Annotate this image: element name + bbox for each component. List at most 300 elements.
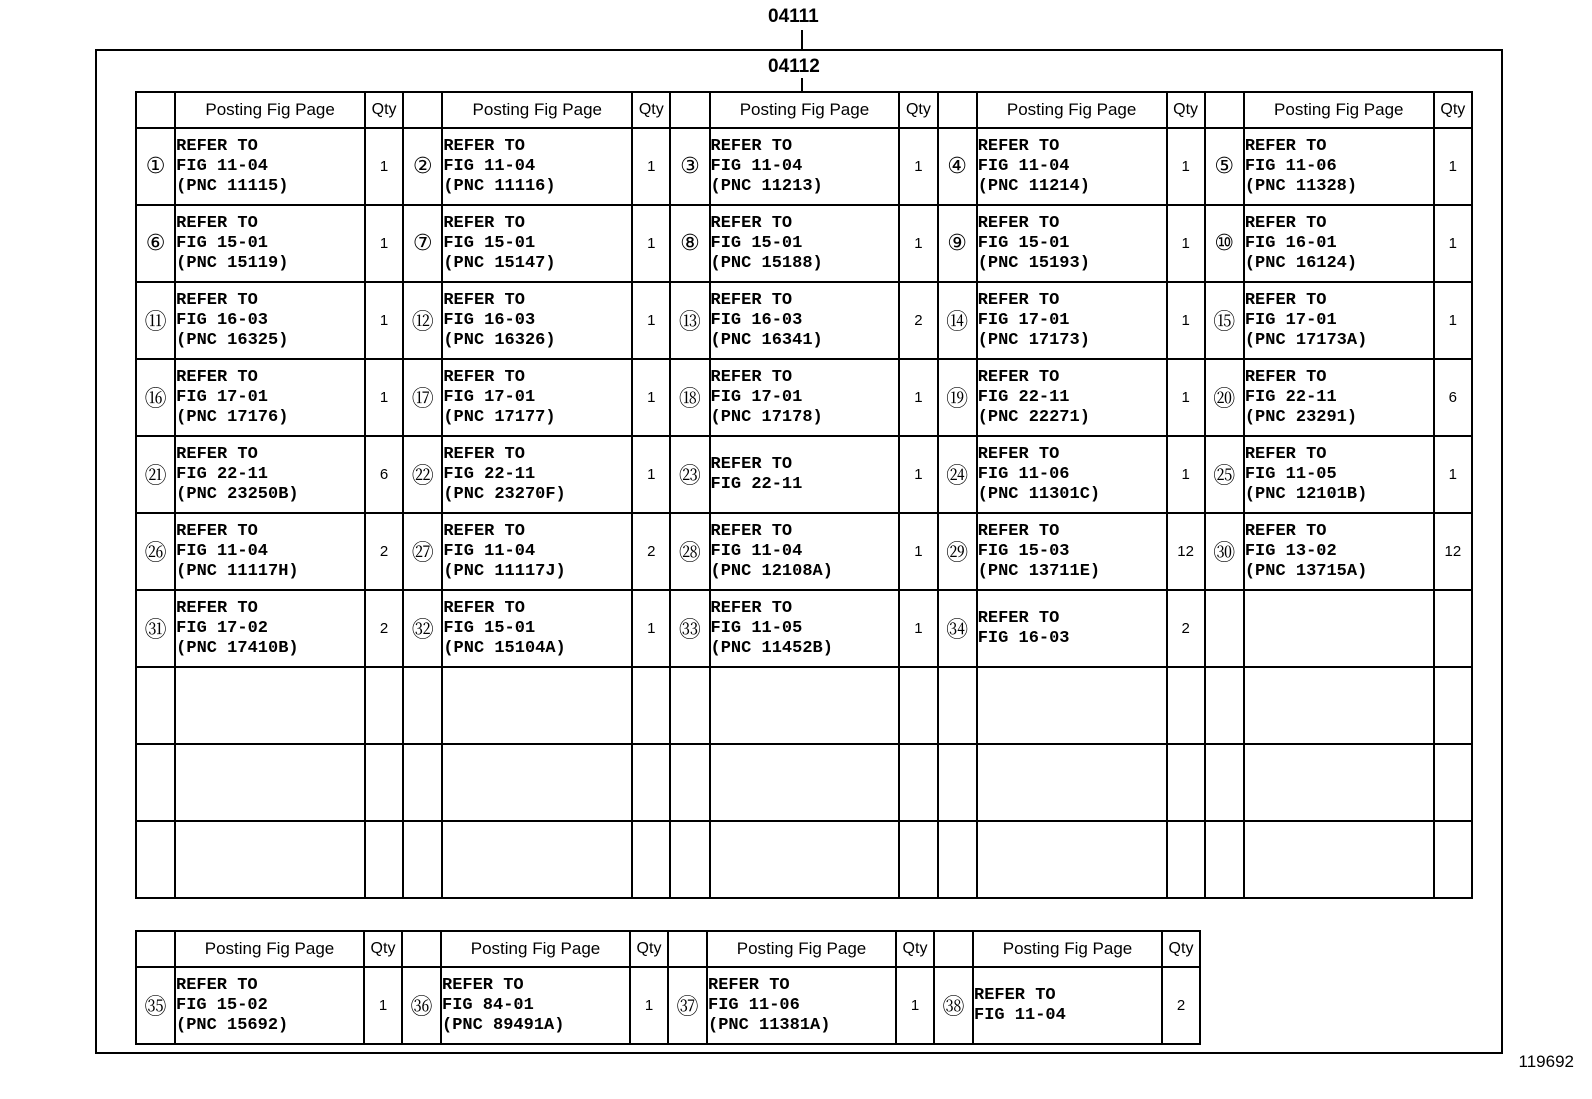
reference-line-3: (PNC 23270F) (443, 484, 566, 504)
table-row (136, 282, 1472, 359)
empty-cell (670, 821, 709, 898)
empty-cell (175, 744, 365, 821)
reference-line-3: (PNC 16325) (176, 330, 289, 350)
reference-line-3: (PNC 13715A) (1244, 561, 1368, 581)
reference-line-2: FIG 11-04 (443, 541, 536, 561)
reference-text (442, 282, 632, 359)
reference-line-2: FIG 17-01 (443, 387, 536, 407)
reference-line-3: (PNC 23250B) (176, 484, 299, 504)
header-posting: Posting Fig Page (973, 931, 1162, 967)
callout-number: ㉑ (136, 436, 175, 513)
empty-cell (1244, 667, 1434, 744)
header-qty: Qty (899, 92, 937, 128)
callout-number: ⑰ (403, 359, 442, 436)
empty-cell (670, 667, 709, 744)
header-posting: Posting Fig Page (1244, 92, 1434, 128)
quantity: 6 (365, 436, 403, 513)
empty-cell (365, 744, 403, 821)
reference-line-2: FIG 11-04 (977, 156, 1070, 176)
header-num-cell (136, 92, 175, 128)
quantity: 1 (1434, 128, 1472, 205)
reference-line-3: (PNC 17177) (443, 407, 556, 427)
reference-text (442, 590, 632, 667)
empty-cell (632, 744, 670, 821)
reference-line-3: (PNC 17178) (710, 407, 823, 427)
empty-cell (1244, 744, 1434, 821)
quantity (1434, 590, 1472, 667)
empty-cell (136, 821, 175, 898)
reference-line-2: FIG 15-03 (977, 541, 1070, 561)
quantity: 1 (1167, 282, 1205, 359)
reference-line-2: FIG 17-02 (176, 618, 268, 638)
reference-line-2: FIG 16-03 (977, 628, 1070, 648)
reference-text (442, 359, 632, 436)
reference-line-2: FIG 16-03 (710, 310, 803, 330)
quantity: 1 (899, 128, 937, 205)
callout-number: ⑥ (136, 205, 175, 282)
quantity: 1 (1434, 436, 1472, 513)
reference-line-3: (PNC 16124) (1244, 253, 1358, 273)
reference-text (442, 436, 632, 513)
empty-cell (1434, 667, 1472, 744)
empty-cell (1434, 821, 1472, 898)
quantity: 1 (1167, 359, 1205, 436)
quantity: 1 (364, 967, 402, 1044)
reference-line-2: FIG 17-01 (710, 387, 803, 407)
reference-line-1: REFER TO (710, 290, 793, 310)
reference-text (175, 590, 365, 667)
empty-cell (977, 821, 1167, 898)
figure-id: 119692 (1518, 1052, 1574, 1071)
reference-line-2: FIG 11-06 (1244, 156, 1337, 176)
reference-line-3: (PNC 15147) (443, 253, 556, 273)
reference-line-3: (PNC 13711E) (977, 561, 1101, 581)
reference-line-1: REFER TO (443, 136, 525, 156)
main-table-body (136, 92, 1472, 898)
header-num-cell (403, 92, 442, 128)
header-posting: Posting Fig Page (175, 931, 364, 967)
reference-text (441, 967, 630, 1044)
reference-line-3: (PNC 11452B) (710, 638, 833, 658)
empty-cell (175, 667, 365, 744)
empty-cell (136, 744, 175, 821)
reference-line-1: REFER TO (977, 521, 1060, 541)
empty-cell (403, 744, 442, 821)
callout-number: ㉕ (1205, 436, 1244, 513)
empty-cell (1167, 744, 1205, 821)
empty-row (136, 821, 1472, 898)
reference-text (175, 513, 365, 590)
reference-text (710, 513, 900, 590)
callout-number: ⑦ (403, 205, 442, 282)
reference-line-2: FIG 22-11 (977, 387, 1070, 407)
quantity: 1 (365, 205, 403, 282)
quantity: 1 (899, 513, 937, 590)
header-posting: Posting Fig Page (707, 931, 896, 967)
reference-line-3: (PNC 17173) (977, 330, 1090, 350)
quantity: 12 (1167, 513, 1205, 590)
reference-line-2: FIG 15-01 (977, 233, 1070, 253)
reference-line-2: FIG 84-01 (442, 995, 534, 1015)
part-number-04111: 04111 (768, 6, 819, 27)
reference-text (175, 436, 365, 513)
reference-line-1: REFER TO (176, 444, 258, 464)
reference-text (442, 128, 632, 205)
empty-cell (365, 821, 403, 898)
quantity: 1 (630, 967, 668, 1044)
reference-line-1: REFER TO (1244, 136, 1327, 156)
table-row (136, 590, 1472, 667)
table-row (136, 205, 1472, 282)
callout-number: ⑭ (938, 282, 977, 359)
reference-line-2: FIG 15-01 (710, 233, 803, 253)
header-num-cell (938, 92, 977, 128)
empty-cell (1434, 744, 1472, 821)
quantity: 2 (632, 513, 670, 590)
reference-text (1244, 590, 1434, 667)
table-row (136, 128, 1472, 205)
reference-line-1: REFER TO (977, 290, 1060, 310)
reference-line-1: REFER TO (443, 598, 525, 618)
table-row (136, 967, 1200, 1044)
quantity: 1 (365, 359, 403, 436)
empty-cell (938, 667, 977, 744)
reference-line-2: FIG 11-06 (708, 995, 800, 1015)
empty-cell (365, 667, 403, 744)
reference-line-1: REFER TO (176, 213, 258, 233)
reference-text (977, 359, 1167, 436)
reference-line-1: REFER TO (1244, 521, 1327, 541)
reference-line-1: REFER TO (977, 136, 1060, 156)
quantity: 1 (899, 436, 937, 513)
empty-cell (632, 667, 670, 744)
reference-line-2: FIG 11-04 (710, 156, 803, 176)
reference-line-3: (PNC 17173A) (1244, 330, 1368, 350)
reference-line-3: (PNC 15692) (176, 1015, 289, 1035)
reference-text (977, 282, 1167, 359)
reference-line-1: REFER TO (977, 213, 1060, 233)
reference-line-2: FIG 17-01 (977, 310, 1070, 330)
quantity: 1 (1434, 282, 1472, 359)
reference-text (1244, 128, 1434, 205)
quantity: 1 (365, 128, 403, 205)
reference-line-3: (PNC 17410B) (176, 638, 299, 658)
reference-line-3: (PNC 23291) (1244, 407, 1358, 427)
reference-text (1244, 513, 1434, 590)
reference-text (977, 436, 1167, 513)
quantity: 1 (1167, 205, 1205, 282)
reference-text (710, 282, 900, 359)
reference-line-1: REFER TO (710, 213, 793, 233)
main-reference-table (135, 91, 1473, 899)
bottom-table-body (136, 931, 1200, 1044)
reference-line-1: REFER TO (1244, 213, 1327, 233)
empty-cell (977, 744, 1167, 821)
quantity: 1 (632, 359, 670, 436)
reference-text (977, 205, 1167, 282)
reference-text (442, 513, 632, 590)
quantity: 6 (1434, 359, 1472, 436)
reference-line-2: FIG 11-06 (977, 464, 1070, 484)
callout-number: ㉙ (938, 513, 977, 590)
empty-cell (710, 667, 900, 744)
reference-line-2: FIG 11-04 (176, 541, 268, 561)
empty-cell (403, 821, 442, 898)
header-num-cell (1205, 92, 1244, 128)
empty-row (136, 744, 1472, 821)
callout-number: ⑬ (670, 282, 709, 359)
reference-line-2: FIG 13-02 (1244, 541, 1337, 561)
empty-cell (632, 821, 670, 898)
reference-text (175, 128, 365, 205)
quantity: 1 (899, 590, 937, 667)
reference-line-1: REFER TO (443, 367, 525, 387)
reference-line-2: FIG 17-01 (176, 387, 268, 407)
reference-text (175, 359, 365, 436)
empty-cell (1205, 667, 1244, 744)
quantity: 1 (632, 590, 670, 667)
reference-line-2: FIG 16-03 (176, 310, 268, 330)
callout-number: ⑨ (938, 205, 977, 282)
callout-number: ㉗ (403, 513, 442, 590)
reference-text (1244, 436, 1434, 513)
empty-cell (977, 667, 1167, 744)
reference-line-2: FIG 15-02 (176, 995, 268, 1015)
callout-number: ⑩ (1205, 205, 1244, 282)
header-qty: Qty (1162, 931, 1200, 967)
empty-cell (1205, 821, 1244, 898)
empty-cell (442, 744, 632, 821)
reference-text (175, 205, 365, 282)
reference-line-1: REFER TO (443, 444, 525, 464)
callout-number: ㉟ (136, 967, 175, 1044)
reference-line-3: (PNC 16341) (710, 330, 823, 350)
empty-cell (442, 821, 632, 898)
reference-line-3: (PNC 15119) (176, 253, 289, 273)
quantity: 1 (1167, 436, 1205, 513)
reference-text (1244, 205, 1434, 282)
reference-line-3: (PNC 89491A) (442, 1015, 565, 1035)
reference-line-3: (PNC 11214) (977, 176, 1090, 196)
table-row (136, 359, 1472, 436)
reference-line-3: (PNC 16326) (443, 330, 556, 350)
reference-line-3: (PNC 11301C) (977, 484, 1101, 504)
reference-line-3: (PNC 11213) (710, 176, 823, 196)
reference-text (710, 436, 900, 513)
callout-number: ⑱ (670, 359, 709, 436)
quantity: 1 (365, 282, 403, 359)
empty-cell (938, 821, 977, 898)
reference-line-1: REFER TO (710, 454, 793, 474)
empty-cell (899, 744, 937, 821)
callout-number: ① (136, 128, 175, 205)
reference-line-2: FIG 16-01 (1244, 233, 1337, 253)
header-posting: Posting Fig Page (977, 92, 1167, 128)
reference-line-3: (PNC 12108A) (710, 561, 833, 581)
reference-line-3: (PNC 15193) (977, 253, 1090, 273)
quantity: 2 (899, 282, 937, 359)
reference-text (175, 967, 364, 1044)
callout-number: ㉞ (938, 590, 977, 667)
quantity: 1 (896, 967, 934, 1044)
reference-line-2: FIG 15-01 (443, 233, 536, 253)
reference-line-1: REFER TO (1244, 367, 1327, 387)
reference-line-1: REFER TO (176, 975, 258, 995)
callout-number: ② (403, 128, 442, 205)
callout-number: ㉒ (403, 436, 442, 513)
reference-line-1: REFER TO (974, 985, 1056, 1005)
header-qty: Qty (365, 92, 403, 128)
reference-line-2: FIG 11-04 (710, 541, 803, 561)
reference-text (175, 282, 365, 359)
reference-line-2: FIG 22-11 (1244, 387, 1337, 407)
reference-line-3: (PNC 11115) (176, 176, 289, 196)
header-row (136, 931, 1200, 967)
reference-line-1: REFER TO (176, 598, 258, 618)
reference-text (710, 359, 900, 436)
empty-cell (1167, 821, 1205, 898)
header-posting: Posting Fig Page (175, 92, 365, 128)
reference-text (710, 205, 900, 282)
reference-line-3: (PNC 12101B) (1244, 484, 1368, 504)
quantity: 1 (899, 205, 937, 282)
callout-number: ⑤ (1205, 128, 1244, 205)
callout-number: ⑲ (938, 359, 977, 436)
empty-row (136, 667, 1472, 744)
reference-text (710, 128, 900, 205)
reference-line-3: (PNC 22271) (977, 407, 1090, 427)
reference-line-1: REFER TO (443, 290, 525, 310)
empty-cell (670, 744, 709, 821)
reference-line-2: FIG 22-11 (443, 464, 536, 484)
reference-line-1: REFER TO (710, 136, 793, 156)
reference-line-3: (PNC 11117J) (443, 561, 566, 581)
reference-line-1: REFER TO (977, 444, 1060, 464)
reference-line-1: REFER TO (176, 367, 258, 387)
header-posting: Posting Fig Page (442, 92, 632, 128)
reference-line-2: FIG 22-11 (710, 474, 803, 494)
quantity: 2 (365, 590, 403, 667)
empty-cell (899, 667, 937, 744)
reference-line-3: (PNC 11328) (1244, 176, 1358, 196)
empty-cell (403, 667, 442, 744)
reference-text (973, 967, 1162, 1044)
reference-line-1: REFER TO (443, 213, 525, 233)
header-num-cell (934, 931, 973, 967)
reference-line-1: REFER TO (977, 608, 1060, 628)
empty-cell (136, 667, 175, 744)
reference-text (710, 590, 900, 667)
header-posting: Posting Fig Page (710, 92, 900, 128)
reference-line-2: FIG 15-01 (176, 233, 268, 253)
reference-line-2: FIG 11-04 (443, 156, 536, 176)
reference-line-2: FIG 16-03 (443, 310, 536, 330)
header-qty: Qty (630, 931, 668, 967)
reference-line-2: FIG 15-01 (443, 618, 536, 638)
quantity: 2 (1167, 590, 1205, 667)
part-number-04112: 04112 (768, 56, 820, 77)
reference-text (707, 967, 896, 1044)
callout-number: ㉛ (136, 590, 175, 667)
quantity: 1 (632, 128, 670, 205)
table-row (136, 436, 1472, 513)
header-qty: Qty (1167, 92, 1205, 128)
supplementary-reference-table (135, 930, 1201, 1045)
quantity: 1 (632, 205, 670, 282)
callout-number: ⑧ (670, 205, 709, 282)
reference-text (442, 205, 632, 282)
reference-text (977, 128, 1167, 205)
reference-line-1: REFER TO (710, 521, 793, 541)
callout-number (1205, 590, 1244, 667)
empty-cell (442, 667, 632, 744)
empty-cell (938, 744, 977, 821)
reference-line-3: (PNC 15104A) (443, 638, 566, 658)
table-row (136, 513, 1472, 590)
reference-line-3: (PNC 11117H) (176, 561, 299, 581)
header-num-cell (670, 92, 709, 128)
reference-line-1: REFER TO (176, 521, 258, 541)
callout-number: ㉔ (938, 436, 977, 513)
header-num-cell (668, 931, 707, 967)
reference-line-2: FIG 11-05 (710, 618, 803, 638)
reference-line-2: FIG 11-04 (176, 156, 268, 176)
reference-line-2: FIG 22-11 (176, 464, 268, 484)
callout-number: ㉖ (136, 513, 175, 590)
reference-line-3: (PNC 15188) (710, 253, 823, 273)
leader-line-top (801, 30, 803, 50)
quantity: 1 (632, 282, 670, 359)
reference-line-1: REFER TO (176, 290, 258, 310)
empty-cell (1205, 744, 1244, 821)
quantity: 1 (1167, 128, 1205, 205)
reference-line-1: REFER TO (977, 367, 1060, 387)
quantity: 12 (1434, 513, 1472, 590)
callout-number: ㉝ (670, 590, 709, 667)
callout-number: ⑫ (403, 282, 442, 359)
header-qty: Qty (632, 92, 670, 128)
quantity: 2 (365, 513, 403, 590)
callout-number: ⑳ (1205, 359, 1244, 436)
reference-line-1: REFER TO (710, 367, 793, 387)
header-row (136, 92, 1472, 128)
callout-number: ㉚ (1205, 513, 1244, 590)
empty-cell (710, 821, 900, 898)
reference-line-1: REFER TO (710, 598, 793, 618)
reference-line-3: (PNC 11381A) (708, 1015, 831, 1035)
quantity: 1 (899, 359, 937, 436)
empty-cell (1244, 821, 1434, 898)
callout-number: ⑯ (136, 359, 175, 436)
empty-cell (175, 821, 365, 898)
reference-line-1: REFER TO (708, 975, 790, 995)
leader-line-inner (801, 78, 803, 92)
reference-line-1: REFER TO (1244, 444, 1327, 464)
callout-number: ㊳ (934, 967, 973, 1044)
reference-line-2: FIG 11-04 (974, 1005, 1066, 1025)
header-qty: Qty (364, 931, 402, 967)
quantity: 1 (632, 436, 670, 513)
header-num-cell (136, 931, 175, 967)
header-posting: Posting Fig Page (441, 931, 630, 967)
header-qty: Qty (1434, 92, 1472, 128)
callout-number: ㉘ (670, 513, 709, 590)
callout-number: ⑮ (1205, 282, 1244, 359)
empty-cell (710, 744, 900, 821)
quantity: 2 (1162, 967, 1200, 1044)
reference-text (977, 513, 1167, 590)
quantity: 1 (1434, 205, 1472, 282)
